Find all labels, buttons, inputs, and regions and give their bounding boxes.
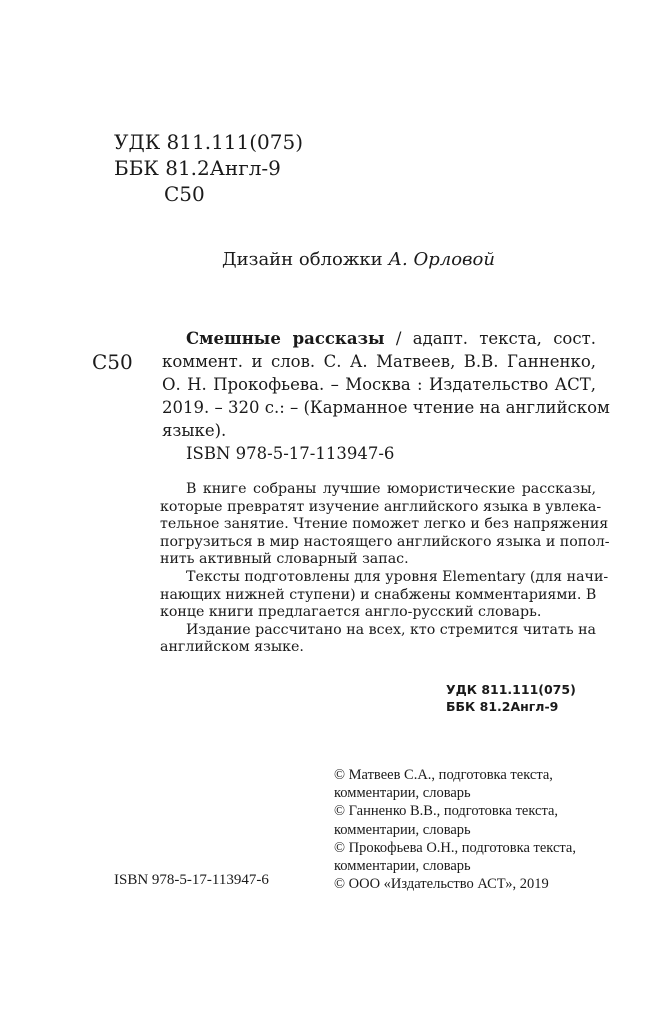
classification-udk: УДК 811.111(075)	[446, 682, 576, 697]
annotation-line: Издание рассчитано на всех, кто стремится читать на	[186, 621, 596, 638]
bibliographic-record	[162, 327, 610, 442]
header-author-sign: С50	[164, 182, 205, 206]
copyright-line: © Ганненко В.В., подготовка текста,	[334, 803, 559, 820]
classification-bbk: ББК 81.2Англ-9	[446, 699, 559, 714]
bibliographic-line-text: / адапт. текста, сост.	[384, 329, 596, 348]
copyright-line: комментарии, словарь	[334, 821, 471, 838]
bibliographic-line: 2019. – 320 с.: – (Карманное чтение на английском	[162, 398, 610, 417]
copyright-line: © Прокофьева О.Н., подготовка текста,	[334, 839, 576, 856]
annotation-line: В книге собраны лучшие юмористические рассказы,	[186, 481, 596, 497]
isbn-main: ISBN 978-5-17-113947-6	[186, 444, 395, 463]
bibliographic-line: коммент. и слов. С. А. Матвеев, В.В. Ганненко,	[162, 352, 596, 371]
isbn-bottom: ISBN 978-5-17-113947-6	[114, 872, 269, 888]
cover-design-credit	[222, 249, 495, 271]
header-bbk: ББК 81.2Англ-9	[114, 156, 281, 180]
annotation-line: которые превратят изучение английского языка в увлека-	[160, 498, 602, 515]
annotation-line: английском языке.	[160, 639, 304, 656]
cover-design-prefix: Дизайн обложки	[222, 249, 389, 270]
bibliographic-line: О. Н. Прокофьева. – Москва : Издательство АСТ,	[162, 375, 596, 394]
copyright-block	[334, 766, 576, 893]
annotation-line: погрузиться в мир настоящего английского языка и попол-	[160, 533, 610, 550]
side-author-sign: С50	[92, 350, 133, 374]
copyright-line: комментарии, словарь	[334, 858, 471, 875]
bibliographic-line: языке).	[162, 421, 227, 440]
annotation-line: тельное занятие. Чтение поможет легко и без напряжения	[160, 516, 609, 533]
copyright-line: комментарии, словарь	[334, 785, 471, 802]
bibliographic-line	[186, 327, 596, 350]
annotation-line: конце книги предлагается англо-русский словарь.	[160, 604, 542, 621]
annotation	[160, 481, 610, 657]
copyright-line: © Матвеев С.А., подготовка текста,	[334, 767, 553, 783]
annotation-line: нить активный словарный запас.	[160, 551, 409, 568]
annotation-line: Тексты подготовлены для уровня Elementary (для начи-	[186, 568, 609, 585]
book-title: Смешные рассказы	[186, 329, 385, 348]
cover-designer-name: А. Орловой	[388, 249, 495, 270]
header-udk: УДК 811.111(075)	[114, 130, 304, 154]
copyright-line: © ООО «Издательство АСТ», 2019	[334, 876, 549, 893]
annotation-line: нающих нижней ступени) и снабжены комментариями. В	[160, 586, 597, 603]
